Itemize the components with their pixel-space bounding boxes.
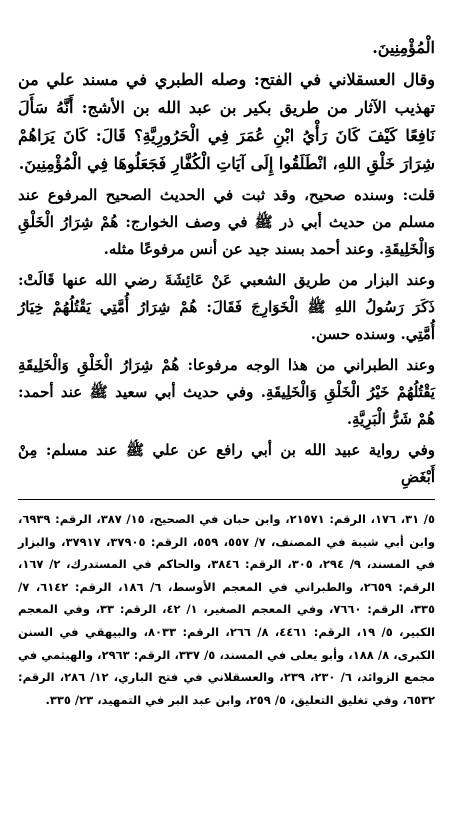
paragraph-6: وفي رواية عبيد الله بن أبي رافع عن علي ﷺ عند مسلم: مِنْ أَبْغَضِ <box>18 441 435 486</box>
paragraph-1: الْمُؤْمِنِينَ. <box>372 38 435 57</box>
paragraph-3: قلت: وسنده صحيح، وقد ثبت في الحديث الصحيح المرفوع عند مسلم من حديث أبي ذر ﷺ في وصف الخوارج: هُمْ شِرَارُ الْخَلْقِ وَالْخَلِيقَةِ. وعند أحمد بسند جيد عن أنس مرفوعًا مثله. <box>18 186 435 258</box>
main-text <box>18 34 435 491</box>
paragraph-4: وعند البزار من طريق الشعبي عَنْ عَائِشَةَ رضي الله عنها قَالَتْ: ذَكَرَ رَسُولُ اللهِ ﷺ الْخَوَارِجَ فَقَالَ: هُمْ شِرَارُ أُمَّتِي يَقْتُلُهُمْ خِيَارُ أُمَّتِي. وسنده حسن. <box>18 271 435 343</box>
footnote-separator <box>18 499 435 500</box>
footnote-text: ٥/ ٣١، ١٧٦، الرقم: ٢١٥٧١، وابن حبان في الصحيح، ١٥/ ٣٨٧، الرقم: ٦٩٣٩، وابن أبي شيبة في المصنف، ٧/ ٥٥٧، ٥٥٩، الرقم: ٣٧٩٠٥، ٣٧٩١٧، والبزار في المسند، ٩/ ٢٩٤، ٣٠٥، الرقم: ٣٨٤٦، والحاكم في المستدرك، ٢/ ١٦٧، الرقم: ٢٦٥٩، والطبراني في المعجم الأوسط، ٦/ ١٨٦، الرقم: ٦١٤٢، ٧/ ٣٣٥، الرقم: ٧٦٦٠، وفي المعجم الصغير، ١/ ٤٢، الرقم: ٣٣، وفي المعجم الكبير، ٥/ ١٩، الرقم: ٤٤٦١، ٨/ ٢٦٦، الرقم: ٨٠٣٣، والبيهقي في السنن الكبرى، ٨/ ١٨٨، وأبو يعلى في المسند، ٥/ ٣٣٧، الرقم: ٢٩٦٣، والهيثمي في مجمع الزوائد، ٦/ ٢٣٠، ٢٣٩، والعسقلاني في فتح الباري، ١٢/ ٢٨٦، الرقم: ٦٥٣٢، وفي تغليق التعليق، ٥/ ٢٥٩، وابن عبد البر في التمهيد، ٢٣/ ٣٣٥. <box>18 512 435 707</box>
paragraph-2: وقال العسقلاني في الفتح: وصله الطبري في مسند علي من تهذيب الآثار من طريق بكير بن عبد الله بن الأشج: أَنَّهُ سَأَلَ نَافِعًا كَيْفَ كَانَ رَأْيُ ابْنِ عُمَرَ فِي الْحَرُورِيَّةِ؟ قَالَ: كَانَ يَرَاهُمْ شِرَارَ خَلْقِ اللهِ، انْطَلَقُوا إِلَى آيَاتِ الْكُفَّارِ فَجَعَلُوهَا فِي الْمُؤْمِنِينَ. <box>18 70 435 173</box>
paragraph-5: وعند الطبراني من هذا الوجه مرفوعا: هُمْ شِرَارُ الْخَلْقِ وَالْخَلِيقَةِ يَقْتُلُهُمْ خَيْرُ الْخَلْقِ وَالْخَلِيقَةِ. وفي حديث أبي سعيد ﷺ عند أحمد: هُمْ شَرُّ الْبَرِيَّةِ. <box>18 356 435 428</box>
footnotes <box>18 508 435 711</box>
